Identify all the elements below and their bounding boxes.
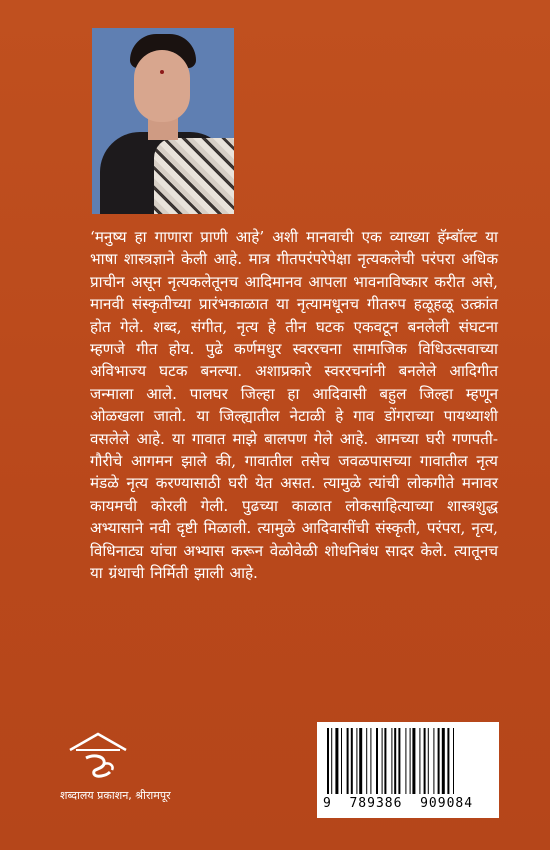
barcode-bar xyxy=(331,728,332,794)
barcode-bar xyxy=(370,728,371,794)
barcode-bar xyxy=(405,728,406,794)
barcode-bar xyxy=(394,728,396,794)
barcode-bar xyxy=(438,728,440,794)
barcode-bar xyxy=(442,728,445,794)
barcode-bar xyxy=(376,728,378,794)
barcode-bar xyxy=(433,728,434,794)
barcode-bar xyxy=(410,728,411,794)
barcode-bar xyxy=(366,728,367,794)
barcode-bar xyxy=(359,728,362,794)
barcode-bar xyxy=(428,728,429,794)
barcode-bars xyxy=(325,728,491,794)
barcode-bar xyxy=(391,728,392,794)
author-photo xyxy=(92,28,234,214)
barcode-bar xyxy=(398,728,400,794)
barcode-bar xyxy=(412,728,415,794)
barcode-bar xyxy=(384,728,386,794)
barcode-bar xyxy=(335,728,338,794)
barcode-bar xyxy=(356,728,357,794)
isbn-number: 9 789386 909084 xyxy=(323,796,474,811)
barcode-bar xyxy=(424,728,426,794)
isbn-barcode xyxy=(317,722,499,818)
blurb-text: ‘मनुष्य हा गाणारा प्राणी आहे’ अशी मानवाची एक व्याख्या हॅम्बॉल्ट या भाषा शास्त्रज्ञाने केली आहे. मात्र गीतपरंपरेपेक्षा नृत्यकलेची परंपरा अधिक प्राचीन असून नृत्यकलेतूनच आदिमानव आपला भावनाविष्कार करीत असे, मानवी संस्कृतीच्या प्रारंभकाळात या नृत्यामधूनच गीतरुप हळूहळू उत्क्रांत होत गेले. शब्द, संगीत, नृत्य हे तीन घटक एकवटून बनलेली संघटना म्हणजे गीत होय. पुढे कर्णमधुर स्वररचना सामाजिक विधिउत्सवाच्या अविभाज्य घटक बनल्या. अशाप्रकारे स्वररचनांनी बनलेले आदिगीत जन्माला आले. पालघर जिल्हा हा आदिवासी बहुल जिल्हा म्हणून ओळखला जातो. या जिल्ह्यातील नेटाळी हे गाव डोंगराच्या पायथ्याशी वसलेले आहे. या गावात माझे बालपण गेले आहे. आमच्या घरी गणपती-गौरीचे आगमन झाले की, गावातील तसेच जवळपासच्या गावातील नृत्य मंडळे नृत्य करण्यासाठी घरी येत असत. त्यामुळे त्यांची लोकगीते मनावर कायमची कोरली गेली. पुढच्या काळात लोकसाहित्याच्या शास्त्रशुद्ध अभ्यासाने नवी दृष्टी मिळाली. त्यामुळे आदिवासींची संस्कृती, परंपरा, नृत्य, विधिनाट्य यांचा अभ्यास करून वेळोवेळी शोधनिबंध सादर केले. त्यातूनच या ग्रंथाची निर्मिती झाली आहे. xyxy=(90,228,498,583)
barcode-bar xyxy=(419,728,420,794)
barcode-bar xyxy=(382,728,383,794)
barcode-bar xyxy=(447,728,449,794)
barcode-bar xyxy=(341,728,342,794)
barcode-bar xyxy=(347,728,349,794)
publisher-name: शब्दालय प्रकाशन, श्रीरामपूर xyxy=(60,789,171,802)
barcode-bar xyxy=(453,728,454,794)
barcode-bar xyxy=(327,728,329,794)
barcode-bar xyxy=(351,728,353,794)
publisher-logo-icon xyxy=(66,728,130,782)
